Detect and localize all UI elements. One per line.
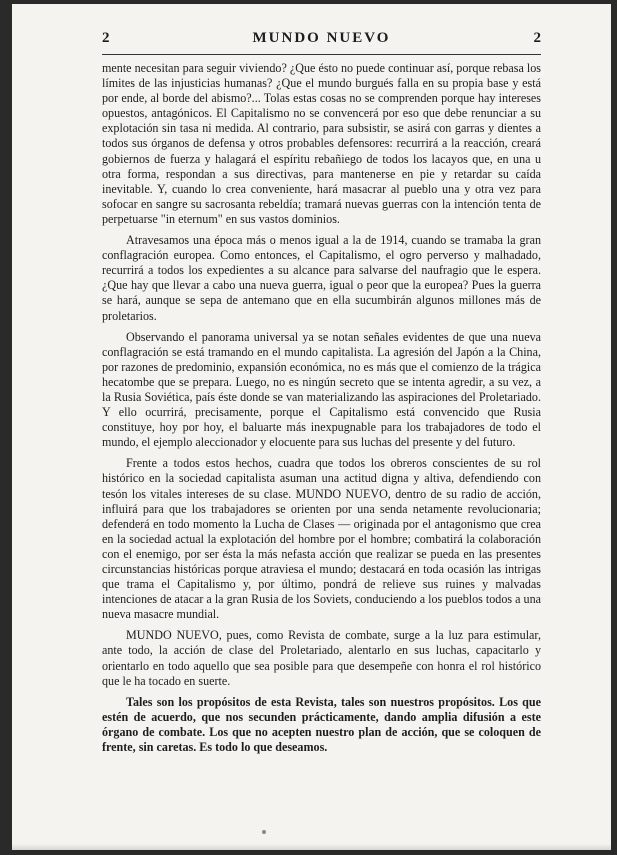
paragraph-3: Observando el panorama universal ya se notan señales evidentes de que una nueva conflagración se está tramando en el mundo capitalista. La agresión del Japón a la China, por razones de predominio, expansión económica, no es más que el comienzo de la trágica hecatombe que se prepara. Luego, no es ningún secreto que se intenta agredir, a su vez, a la Rusia Soviética, país éste donde se van materializando las aspiraciones del Proletariado. Y ello ocurrirá, precisamente, porque el Capitalismo está convencido que Rusia constituye, hoy por hoy, el baluarte más inexpugnable para los trabajadores de todo el mundo, el ejemplo aleccionador y elocuente para sus luchas del presente y del futuro. <box>102 329 541 450</box>
document-page <box>12 4 611 850</box>
page-number-right: 2 <box>533 30 541 46</box>
paragraph-4: Frente a todos estos hechos, cuadra que todos los obreros conscientes de su rol histórico en la sociedad capitalista asuman una actitud digna y altiva, defendiendo con tesón los vitales intereses de su clase. MUNDO NUEVO, dentro de su radio de acción, influirá para que los trabajadores se orienten por una senda netamente revolucionaria; defenderá en todo momento la Lucha de Clases — originada por el antagonismo que crea en la sociedad actual la explotación del hombre por el hombre; combatirá la colaboración con el enemigo, por ser ésta la más nefasta acción que realizar se pueda en las presentes circunstancias históricas porque atraviesa el mundo; destacará en toda ocasión las intrigas que trama el Capitalismo y, por último, pondrá de relieve sus ruines y malvadas intenciones de atacar a la gran Rusia de los Soviets, conduciendo a los pueblos todos a una nueva masacre mundial. <box>102 456 541 622</box>
print-speck <box>262 830 266 834</box>
header-rule <box>102 54 541 55</box>
page-number-left: 2 <box>102 30 110 46</box>
paragraph-5: MUNDO NUEVO, pues, como Revista de combate, surge a la luz para estimular, ante todo, la acción de clase del Proletariado, alentarlo en sus luchas, capacitarlo y orientarlo en todo aquello que sea posible para que desempeñe con honra el rol histórico que le ha tocado en suerte. <box>102 628 541 688</box>
paragraph-6: Tales son los propósitos de esta Revista, tales son nuestros propósitos. Los que estén de acuerdo, que nos secunden prácticamente, dando amplia difusión a este órgano de combate. Los que no acepten nuestro plan de acción, que se coloquen de frente, sin caretas. Es todo lo que deseamos. <box>102 694 541 755</box>
article-body <box>102 61 541 755</box>
running-title: MUNDO NUEVO <box>252 30 391 46</box>
page-header <box>102 30 541 52</box>
paragraph-1: mente necesitan para seguir viviendo? ¿Que ésto no puede continuar así, porque rebasa los límites de las injusticias humanas? ¿Que el mundo burgués falla en su propia base y está por ende, al borde del abismo?... Tolas estas cosas no se comprenden porque hay intereses opuestos, antagónicos. El Capitalismo no se convencerá por eso que debe renunciar a su explotación sin tasa ni medida. Al contrario, para subsistir, se asirá con garras y dientes a todos sus órganos de defensa y otros probables defensores: recurrirá a la reacción, creará gobiernos de fuerza y halagará el espíritu rebañiego de todos los lacayos que, en una u otra forma, respondan a sus directivas, para mantenerse en pie y retardar su caída inevitable. Y, cuando lo crea conveniente, hará masacrar al pueblo una y otra vez para sofocar en sangre su sacrosanta rebeldía; tramará nuevas guerras con la intención tenta de perpetuarse "in eternum" en sus vastos dominios. <box>102 61 541 226</box>
paragraph-2: Atravesamos una época más o menos igual a la de 1914, cuando se tramaba la gran conflagración europea. Como entonces, el Capitalismo, el ogro perverso y malhadado, recurrirá a todos los expedientes a su alcance para salvarse del naufragio que le espera. ¿Que hay que llevar a cabo una nueva guerra, igual o peor que la europea? Pues la guerra se hará, aunque se sepa de antemano que en ella sucumbirán algunos millones más de proletarios. <box>102 233 541 323</box>
